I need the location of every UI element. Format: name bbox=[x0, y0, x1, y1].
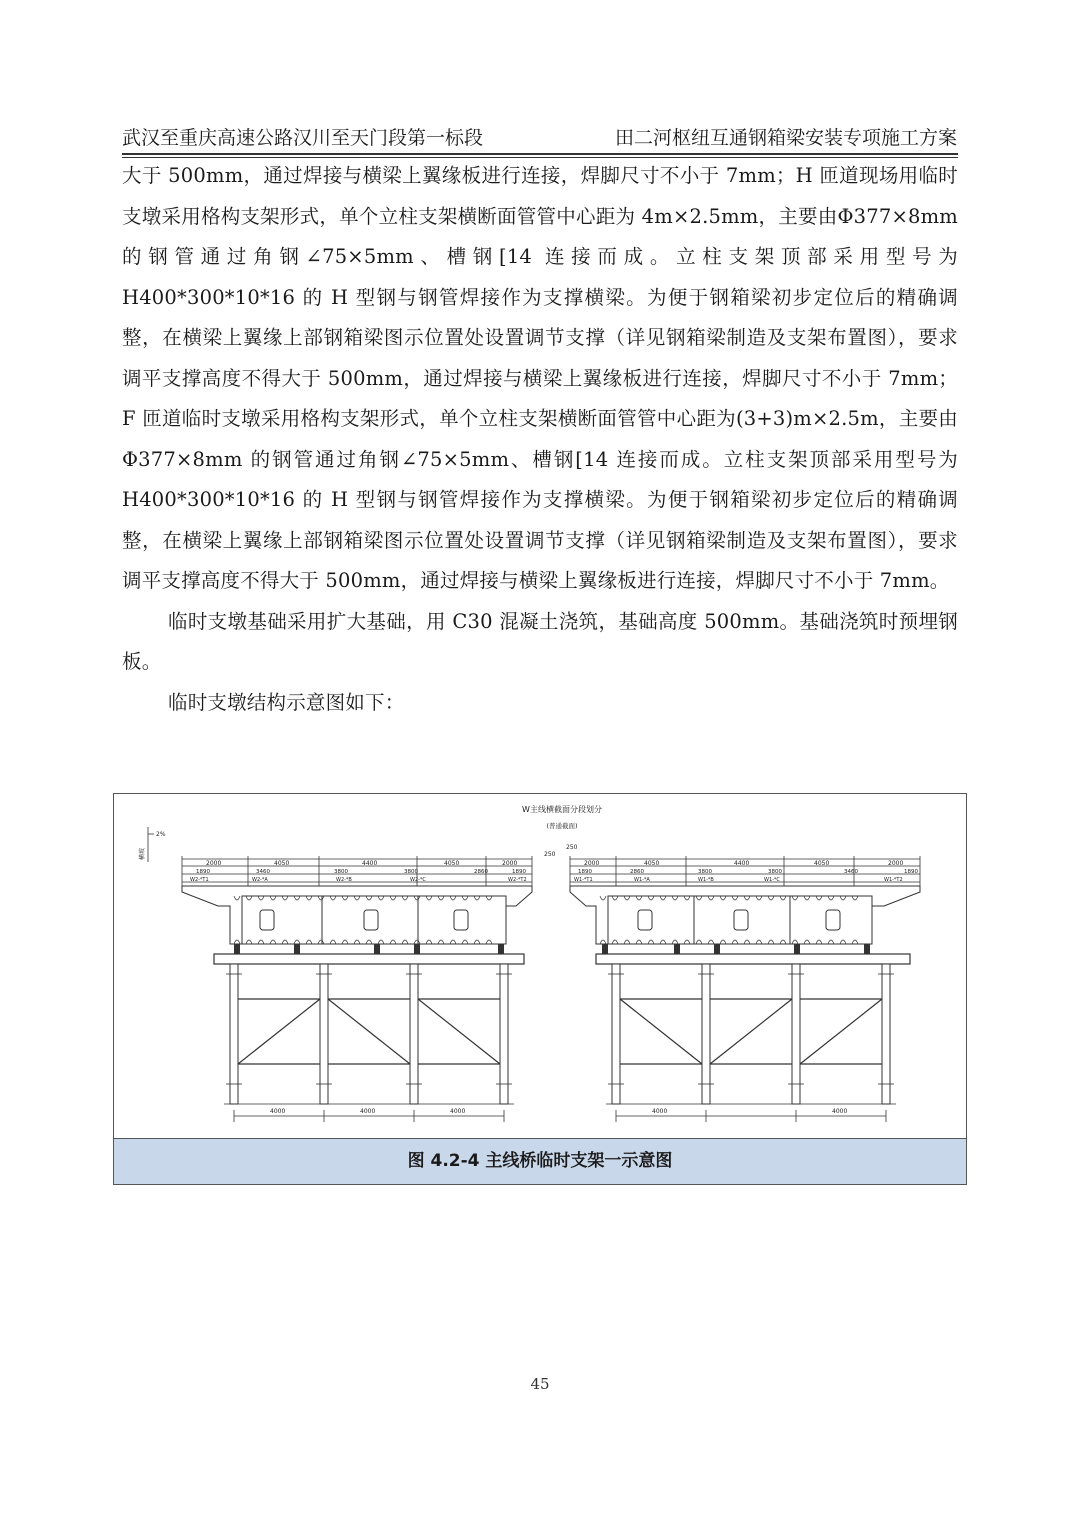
paragraph-foundation: 临时支墩基础采用扩大基础，用 C30 混凝土浇筑，基础高度 500mm。基础浇筑时预埋钢板。 bbox=[122, 609, 958, 673]
right-top-dim-2: 4050 bbox=[644, 860, 660, 867]
left-top-dim-4: 4050 bbox=[444, 860, 460, 867]
gap-dim-left: 250 bbox=[544, 851, 556, 858]
left-sub-dim-6: 1890 bbox=[512, 869, 526, 875]
left-segment-5: W2-*T2 bbox=[508, 877, 527, 883]
left-sub-dim-4: 3800 bbox=[404, 869, 418, 875]
right-top-dim-3: 4400 bbox=[734, 860, 750, 867]
left-bottom-dim-2: 4000 bbox=[360, 1108, 376, 1115]
left-top-dim-2: 4050 bbox=[274, 860, 290, 867]
engineering-drawing bbox=[114, 794, 966, 1139]
left-bridge bbox=[182, 856, 532, 1122]
right-segment-1: W1-*T1 bbox=[574, 877, 593, 883]
right-segment-2: W1-*A bbox=[634, 877, 650, 883]
right-sub-dim-1: 1890 bbox=[578, 869, 592, 875]
right-top-dim-4: 4050 bbox=[814, 860, 830, 867]
right-sub-dim-2: 2860 bbox=[630, 869, 644, 875]
left-segment-1: W2-*T1 bbox=[190, 877, 209, 883]
slope-note: 2% bbox=[156, 831, 166, 838]
right-sub-dim-3: 3800 bbox=[698, 869, 712, 875]
right-bottom-dim-2: 4000 bbox=[832, 1108, 848, 1115]
page-number: 45 bbox=[530, 1375, 550, 1393]
left-sub-dim-5: 2860 bbox=[474, 869, 488, 875]
slope-marker bbox=[148, 827, 154, 862]
left-sub-dim-1: 1890 bbox=[196, 869, 210, 875]
left-bottom-dim-1: 4000 bbox=[270, 1108, 286, 1115]
right-segment-5: W1-*T2 bbox=[884, 877, 903, 883]
running-header bbox=[122, 124, 957, 156]
left-segment-4: W2-*C bbox=[410, 877, 426, 883]
gap-dim-right: 250 bbox=[566, 844, 578, 851]
figure-caption: 图 4.2-4 主线桥临时支架一示意图 bbox=[114, 1138, 966, 1184]
paragraph-figure-intro: 临时支墩结构示意图如下： bbox=[168, 690, 405, 714]
left-top-dim-1: 2000 bbox=[206, 860, 222, 867]
slope-note-b: 横坡 bbox=[139, 847, 146, 860]
right-top-dim-5: 2000 bbox=[888, 860, 904, 867]
drawing-title: W主线横截面分段划分 bbox=[522, 805, 602, 814]
body-text bbox=[122, 156, 958, 723]
paragraph-support-details: 大于 500mm，通过焊接与横梁上翼缘板进行连接，焊脚尺寸不小于 7mm；H 匝道现场用临时支墩采用格构支架形式，单个立柱支架横断面管管中心距为 4m×2.5mm，主要由Φ377×8mm 的钢管通过角钢∠75×5mm、槽钢[14 连接而成。立柱支架顶部采用型号为 H400*300*10*16 的 H 型钢与钢管焊接作为支撑横梁。为便于钢箱梁初步定位后的精确调整，在横梁上翼缘上部钢箱梁图示位置处设置调节支撑（详见钢箱梁制造及支架布置图），要求调平支撑高度不得大于 500mm，通过焊接与横梁上翼缘板进行连接，焊脚尺寸不小于 7mm；F 匝道临时支墩采用格构支架形式，单个立柱支架横断面管管中心距为(3+3)m×2.5m，主要由Φ377×8mm 的钢管通过角钢∠75×5mm、槽钢[14 连接而成。立柱支架顶部采用型号为 H400*300*10*16 的 H 型钢与钢管焊接作为支撑横梁。为便于钢箱梁初步定位后的精确调整，在横梁上翼缘上部钢箱梁图示位置处设置调节支撑（详见钢箱梁制造及支架布置图），要求调平支撑高度不得大于 500mm，通过焊接与横梁上翼缘板进行连接，焊脚尺寸不小于 7mm。 bbox=[122, 164, 958, 592]
left-segment-3: W2-*B bbox=[336, 877, 352, 883]
left-sub-dim-2: 3460 bbox=[256, 869, 270, 875]
right-bottom-dim-1: 4000 bbox=[652, 1108, 668, 1115]
right-sub-dim-6: 1890 bbox=[904, 869, 918, 875]
right-bridge bbox=[570, 856, 920, 1122]
right-sub-dim-4: 3800 bbox=[768, 869, 782, 875]
left-segment-2: W2-*A bbox=[252, 877, 268, 883]
right-top-dim-1: 2000 bbox=[584, 860, 600, 867]
left-top-dim-5: 2000 bbox=[502, 860, 518, 867]
drawing-subtitle: (普通截面) bbox=[546, 822, 578, 830]
right-segment-3: W1-*B bbox=[698, 877, 714, 883]
figure-temporary-support bbox=[113, 793, 967, 1185]
header-project-title: 武汉至重庆高速公路汉川至天门段第一标段 bbox=[122, 127, 484, 149]
header-document-title: 田二河枢纽互通钢箱梁安装专项施工方案 bbox=[614, 127, 957, 149]
right-segment-4: W1-*C bbox=[764, 877, 780, 883]
right-sub-dim-5: 3460 bbox=[844, 869, 858, 875]
left-sub-dim-3: 3800 bbox=[334, 869, 348, 875]
left-bottom-dim-3: 4000 bbox=[450, 1108, 466, 1115]
left-top-dim-3: 4400 bbox=[362, 860, 378, 867]
